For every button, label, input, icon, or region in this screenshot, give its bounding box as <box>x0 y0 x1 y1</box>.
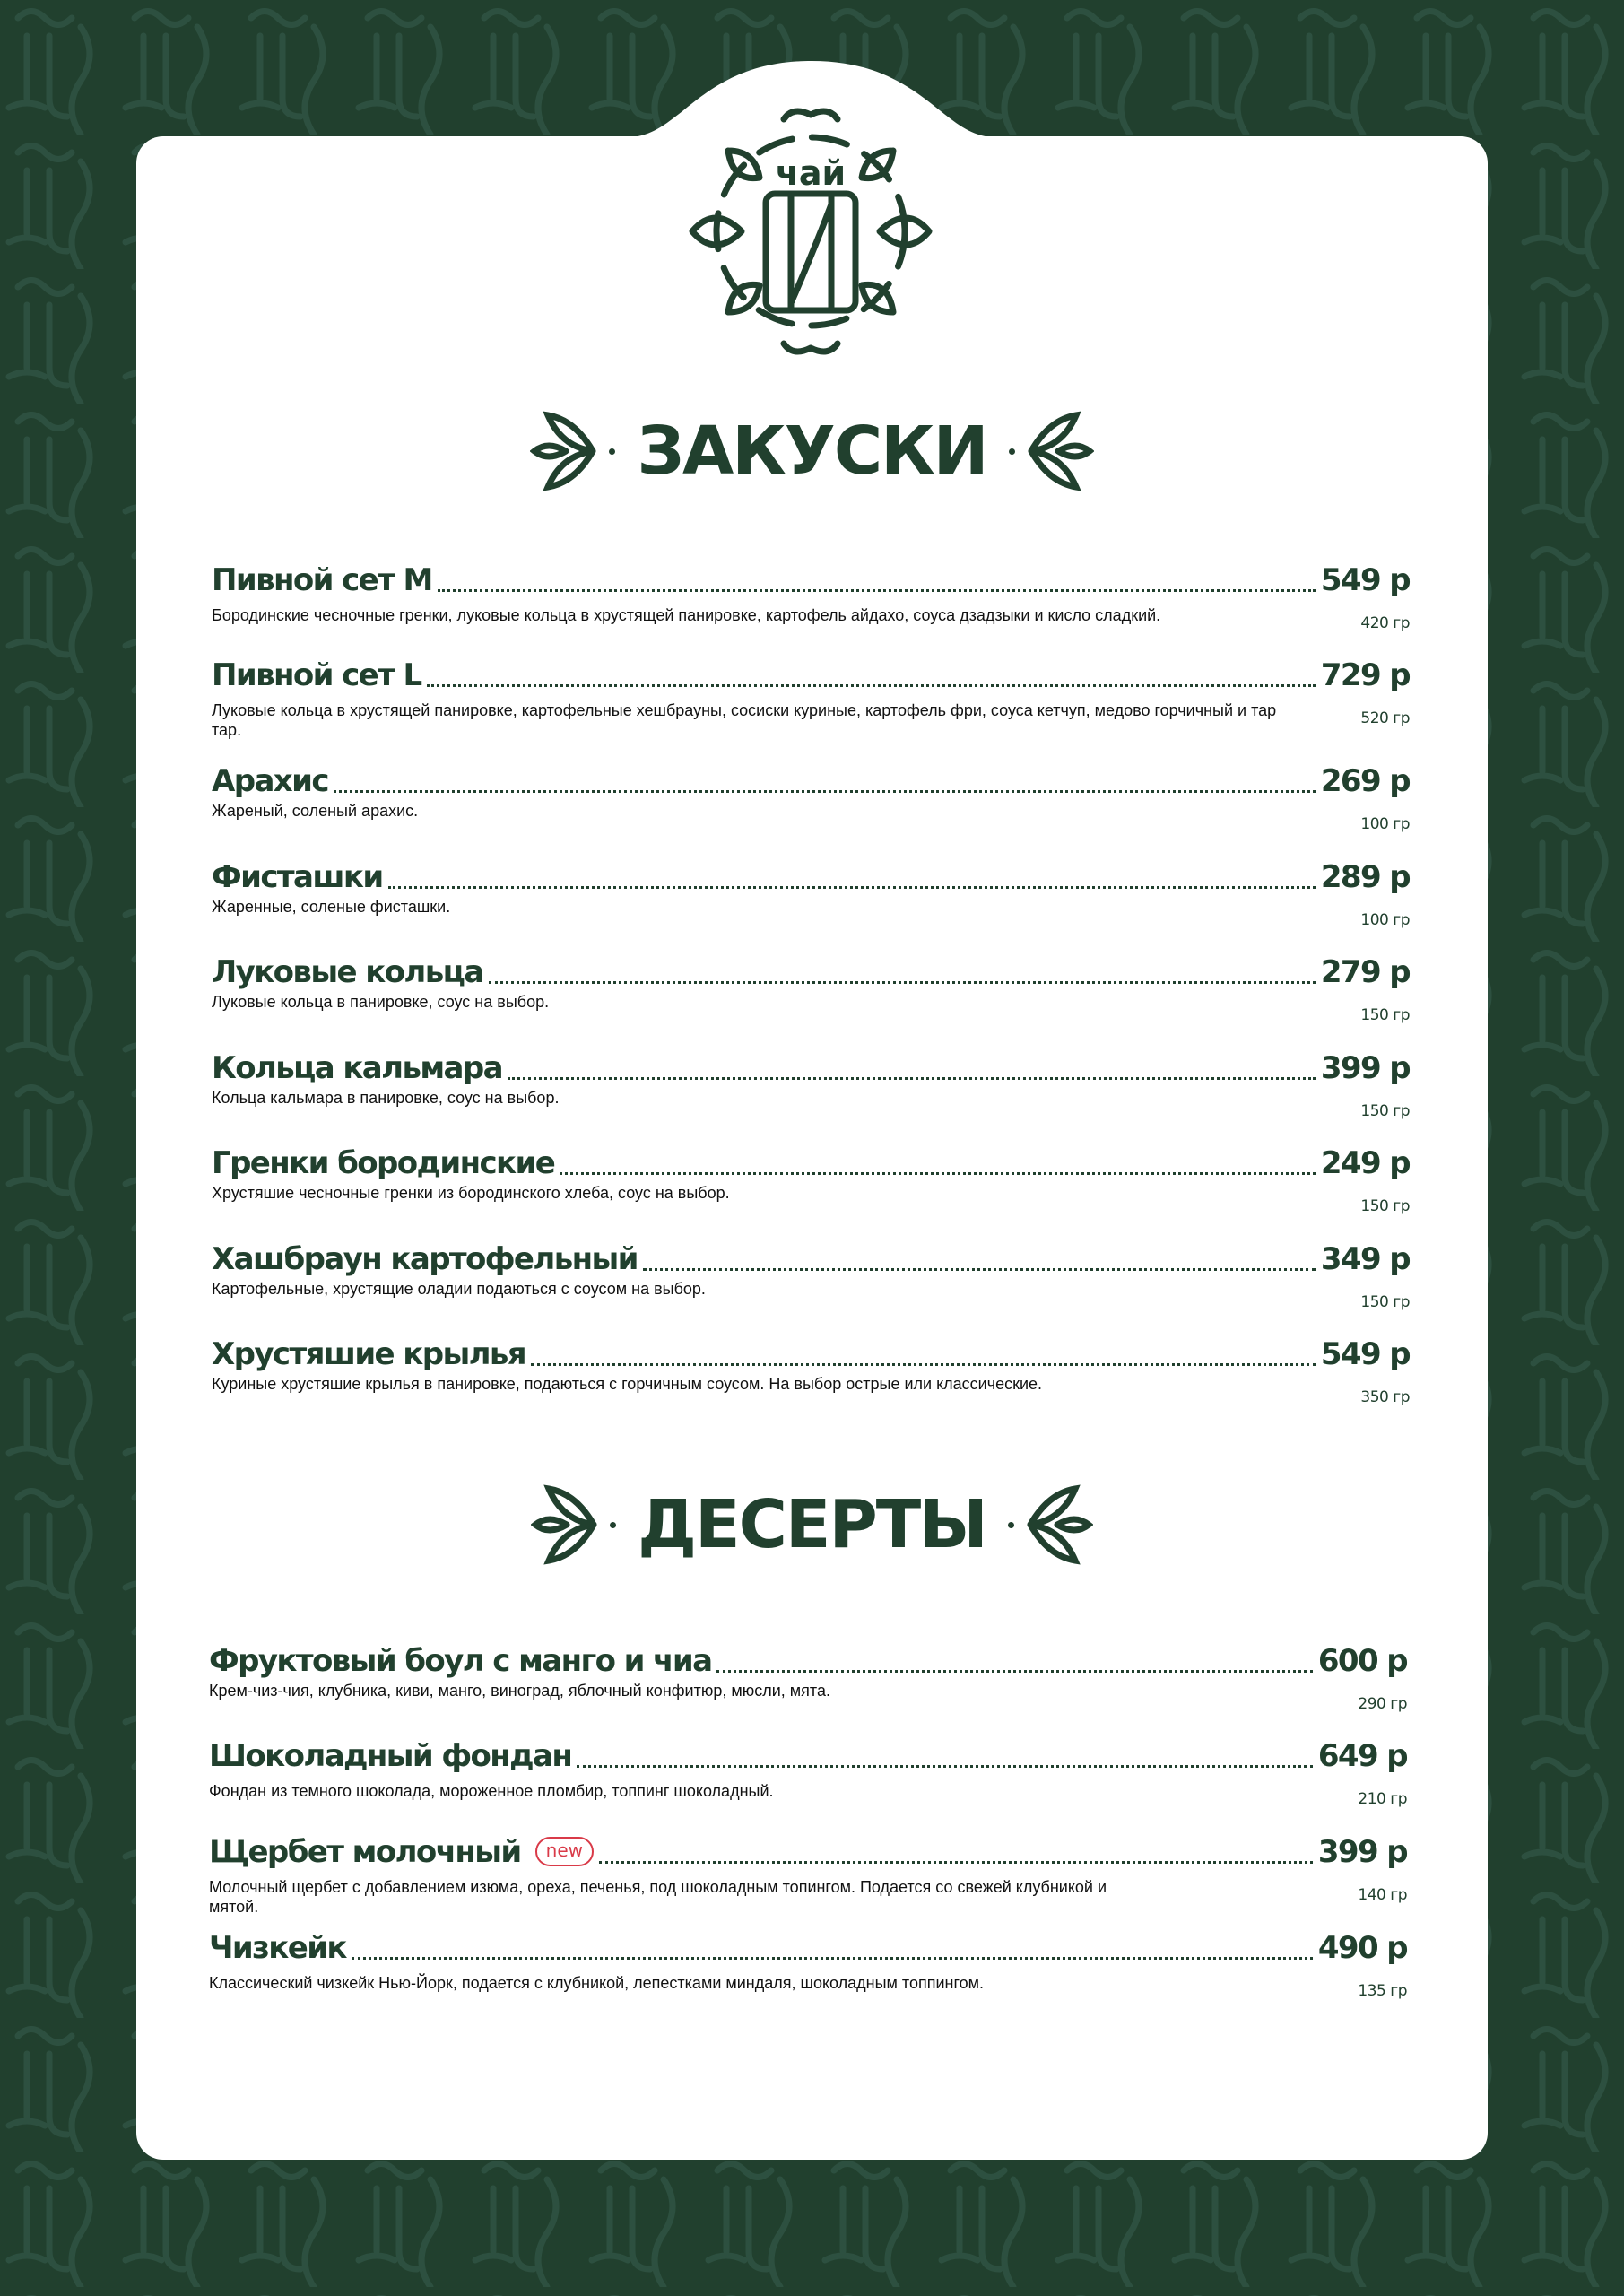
dotted-leader <box>508 1076 1316 1080</box>
section-heading-desserts <box>0 1466 1624 1583</box>
leaf-ornament-icon <box>1021 1475 1093 1574</box>
heading-dot <box>1008 1522 1014 1528</box>
item-name: Пивной сет L <box>212 657 421 693</box>
dotted-leader <box>560 1171 1316 1175</box>
dotted-leader <box>643 1267 1316 1271</box>
item-weight: 150 гр <box>1360 1197 1410 1215</box>
dotted-leader <box>334 789 1316 793</box>
logo-text: чай <box>775 153 847 193</box>
item-name: Кольца кальмара <box>212 1050 502 1086</box>
item-price: 649 р <box>1317 1738 1407 1774</box>
item-description: Кольца кальмара в панировке, соус на выбор. <box>212 1089 560 1107</box>
item-price: 490 р <box>1317 1930 1407 1966</box>
dotted-leader <box>427 683 1316 687</box>
dotted-leader <box>531 1362 1316 1366</box>
item-description: Картофельные, хрустящие оладии подаються с соусом на выбор. <box>212 1280 706 1298</box>
menu-item <box>209 1639 1407 1713</box>
item-weight: 100 гр <box>1360 911 1410 929</box>
item-name: Хашбраун картофельный <box>212 1241 638 1277</box>
brand-logo <box>674 97 947 366</box>
menu-item <box>212 1333 1410 1406</box>
item-price: 549 р <box>1320 1336 1410 1372</box>
item-weight: 150 гр <box>1360 1006 1410 1024</box>
dotted-leader <box>577 1764 1313 1768</box>
leaf-ornament-icon <box>1022 402 1094 500</box>
item-description: Молочный щербет с добавлением изюма, ореха, печенья, под шоколадным топингом. Подается со свежей клубникой и мятой. <box>209 1878 1107 1916</box>
item-weight: 140 гр <box>1358 1886 1407 1904</box>
item-price: 289 р <box>1320 859 1410 895</box>
item-name: Чизкейк <box>209 1930 346 1966</box>
item-name: Луковые кольца <box>212 954 483 990</box>
menu-item <box>209 1735 1407 1808</box>
item-price: 399 р <box>1317 1834 1407 1870</box>
menu-item <box>212 559 1410 632</box>
item-name: Щербет молочный <box>209 1834 521 1870</box>
item-description: Жареный, соленый арахис. <box>212 802 419 820</box>
heading-dot <box>1009 448 1015 455</box>
item-weight: 210 гр <box>1358 1790 1407 1808</box>
menu-item <box>209 1831 1407 1917</box>
heading-dot <box>609 448 615 455</box>
item-price: 600 р <box>1317 1643 1407 1679</box>
item-description: Крем-чиз-чия, клубника, киви, манго, виноград, яблочный конфитюр, мюсли, мята. <box>209 1682 830 1700</box>
item-name: Фисташки <box>212 859 383 895</box>
dotted-leader <box>352 1956 1313 1960</box>
item-weight: 100 гр <box>1360 815 1410 833</box>
item-weight: 350 гр <box>1360 1388 1410 1406</box>
menu-item <box>212 654 1410 740</box>
dotted-leader <box>716 1669 1312 1673</box>
item-name: Фруктовый боул с манго и чиа <box>209 1643 712 1679</box>
item-price: 249 р <box>1320 1145 1410 1181</box>
menu-item <box>212 1142 1410 1215</box>
menu-item <box>212 1238 1410 1311</box>
leaf-ornament-icon <box>531 1475 603 1574</box>
menu-item <box>209 1926 1407 2000</box>
item-weight: 150 гр <box>1360 1102 1410 1120</box>
item-description: Жаренные, соленые фисташки. <box>212 898 451 916</box>
menu-item <box>212 760 1410 833</box>
item-name: Гренки бородинские <box>212 1145 555 1181</box>
item-description: Луковые кольца в панировке, соус на выбор. <box>212 993 550 1011</box>
item-weight: 520 гр <box>1360 709 1410 727</box>
item-description: Хрустяшие чесночные гренки из бородинского хлеба, соус на выбор. <box>212 1184 730 1202</box>
item-weight: 420 гр <box>1360 614 1410 632</box>
item-price: 279 р <box>1320 954 1410 990</box>
menu-item <box>212 1047 1410 1120</box>
item-name: Пивной сет M <box>212 562 432 598</box>
item-description: Луковые кольца в хрустящей панировке, картофельные хешбрауны, сосиски куриные, картофель фри, соуса кетчуп, медово горчичный и тар тар. <box>212 701 1277 739</box>
item-description: Куриные хрустяшие крылья в панировке, подаються с горчичным соусом. На выбор острые или классические. <box>212 1375 1043 1393</box>
dotted-leader <box>438 588 1316 592</box>
item-name: Хрустяшие крылья <box>212 1336 526 1372</box>
item-description: Классический чизкейк Нью-Йорк, подается с клубникой, лепестками миндаля, шоколадным топпингом. <box>209 1974 985 1992</box>
item-price: 399 р <box>1320 1050 1410 1086</box>
item-weight: 135 гр <box>1358 1982 1407 2000</box>
item-price: 349 р <box>1320 1241 1410 1277</box>
section-title: ЗАКУСКИ <box>637 413 987 490</box>
dotted-leader <box>388 885 1316 889</box>
item-name: Шоколадный фондан <box>209 1738 572 1774</box>
dotted-leader <box>599 1860 1313 1864</box>
menu-item <box>212 856 1410 929</box>
dotted-leader <box>489 980 1316 984</box>
item-weight: 290 гр <box>1358 1695 1407 1713</box>
item-description: Фондан из темного шоколада, мороженное пломбир, топпинг шоколадный. <box>209 1782 774 1800</box>
new-badge: new <box>535 1837 594 1866</box>
item-description: Бородинские чесночные гренки, луковые кольца в хрустящей панировке, картофель айдахо, соуса дзадзыки и кисло сладкий. <box>212 606 1161 624</box>
section-title: ДЕСЕРТЫ <box>638 1486 986 1563</box>
item-weight: 150 гр <box>1360 1293 1410 1311</box>
item-price: 549 р <box>1320 562 1410 598</box>
section-heading-snacks <box>0 393 1624 509</box>
item-price: 729 р <box>1320 657 1410 693</box>
heading-dot <box>610 1522 616 1528</box>
item-price: 269 р <box>1320 763 1410 799</box>
item-name: Арахис <box>212 763 328 799</box>
menu-item <box>212 951 1410 1024</box>
leaf-ornament-icon <box>530 402 602 500</box>
